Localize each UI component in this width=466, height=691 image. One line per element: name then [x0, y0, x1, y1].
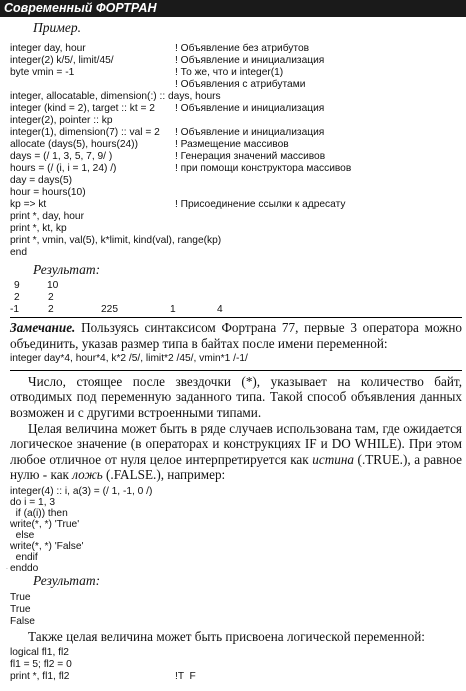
- code-line: fl1 = 5; fl2 = 0: [10, 659, 72, 670]
- result-output: [10, 592, 110, 628]
- result-label: Результат:: [33, 573, 101, 588]
- code-line: days = (/ 1, 3, 5, 7, 9/ ): [10, 151, 113, 162]
- code-line: write(*, *) 'True': [10, 519, 80, 530]
- code-line: hours = (/ (i, i = 1, 24) /): [10, 163, 117, 174]
- code-line: if (a(i)) then: [10, 508, 68, 519]
- code-line: byte vmin = -1: [10, 67, 75, 78]
- result-cell: 4: [217, 304, 223, 315]
- paragraph: [10, 421, 462, 482]
- code-comment: ! Объявление без атрибутов: [175, 43, 310, 54]
- paragraph-text: Целая величина может быть в ряде случаев использована там, где ожидается логическое значение (в операторах и конструкциях IF и DO WHILE). При этом любое отличное от нуля целое интерпретируется как: [10, 421, 462, 467]
- code-line: integer(1), dimension(7) :: val = 2: [10, 127, 160, 138]
- code-comment: ! Объявление и инициализация: [175, 55, 325, 66]
- code-line: integer(4) :: i, a(3) = (/ 1, -1, 0 /): [10, 486, 153, 497]
- output-line: True: [10, 592, 31, 603]
- code-line: end: [10, 247, 27, 258]
- result-cell: 1: [170, 304, 176, 315]
- stray-mark: ·: [6, 566, 8, 573]
- result-cell: 10: [47, 280, 59, 291]
- result-label: Результат:: [33, 262, 101, 277]
- code-line: write(*, *) 'False': [10, 541, 84, 552]
- term-true: истина: [312, 451, 354, 467]
- code-line: integer, allocatable, dimension(:) :: days, hours: [10, 91, 221, 102]
- code-line: print *, vmin, val(5), k*limit, kind(val), range(kp): [10, 235, 222, 246]
- note-text: Пользуясь синтаксисом Фортрана 77, первые 3 оператора можно объединить, указав размер типа в байтах после имени переменной:: [10, 320, 462, 351]
- code-comment: ! Присоединение ссылки к адресату: [175, 199, 346, 210]
- code-block-2: [10, 486, 310, 582]
- result-table: [10, 280, 310, 320]
- divider-top: [10, 317, 462, 318]
- output-line: True: [10, 604, 31, 615]
- code-comment: ! Объявления с атрибутами: [175, 79, 306, 90]
- result-cell: 2: [48, 304, 54, 315]
- code-comment: ! при помощи конструктора массивов: [175, 163, 352, 174]
- paragraph: Число, стоящее после звездочки (*), указывает на количество байт, отводимых под переменную заданного типа. Такой способ объявления данных возможен и с другими встроенными типами.: [10, 374, 462, 420]
- note-code: integer day*4, hour*4, k*2 /5/, limit*2 /45/, vmin*1 /-1/: [10, 353, 248, 364]
- paragraph: Также целая величина может быть присвоена логической переменной:: [28, 629, 425, 644]
- code-line: print *, fl1, fl2: [10, 671, 70, 682]
- code-comment: ! То же, что и integer(1): [175, 67, 284, 78]
- code-line: enddo: [10, 563, 39, 574]
- code-line: endif: [10, 552, 38, 563]
- code-line: logical fl1, fl2: [10, 647, 69, 658]
- note-heading: Замечание.: [10, 320, 76, 335]
- result-cell: 225: [101, 304, 118, 315]
- code-line: print *, kt, kp: [10, 223, 67, 234]
- code-comment: !T F: [175, 671, 196, 682]
- example-code-block: [10, 43, 462, 271]
- result-cell: -1: [10, 304, 20, 315]
- paragraph-text: (.TRUE.), а равное нулю - как: [10, 451, 463, 482]
- result-cell: 2: [14, 292, 20, 303]
- code-line: day = days(5): [10, 175, 73, 186]
- example-label: Пример.: [33, 20, 81, 35]
- code-line: integer(2), pointer :: kp: [10, 115, 113, 126]
- code-line: integer(2) k/5/, limit/45/: [10, 55, 114, 66]
- result-cell: 2: [48, 292, 54, 303]
- code-line: do i = 1, 3: [10, 497, 56, 508]
- code-comment: ! Размещение массивов: [175, 139, 289, 150]
- code-line: kp => kt: [10, 199, 47, 210]
- code-line: hour = hours(10): [10, 187, 86, 198]
- code-line: integer (kind = 2), target :: kt = 2: [10, 103, 155, 114]
- code-comment: ! Объявление и инициализация: [175, 127, 325, 138]
- code-block-3: [10, 647, 310, 685]
- code-line: print *, day, hour: [10, 211, 84, 222]
- divider-bottom: [10, 370, 462, 371]
- code-comment: ! Объявление и инициализация: [175, 103, 325, 114]
- code-comment: ! Генерация значений массивов: [175, 151, 326, 162]
- note-paragraph: [10, 320, 462, 352]
- code-line: allocate (days(5), hours(24)): [10, 139, 138, 150]
- code-line: integer day, hour: [10, 43, 86, 54]
- result-cell: 9: [14, 280, 20, 291]
- paragraph-text: (.FALSE.), например:: [102, 466, 226, 482]
- running-header: Современный ФОРТРАН: [0, 0, 466, 17]
- term-false: ложь: [72, 466, 103, 482]
- code-line: else: [10, 530, 35, 541]
- output-line: False: [10, 616, 35, 627]
